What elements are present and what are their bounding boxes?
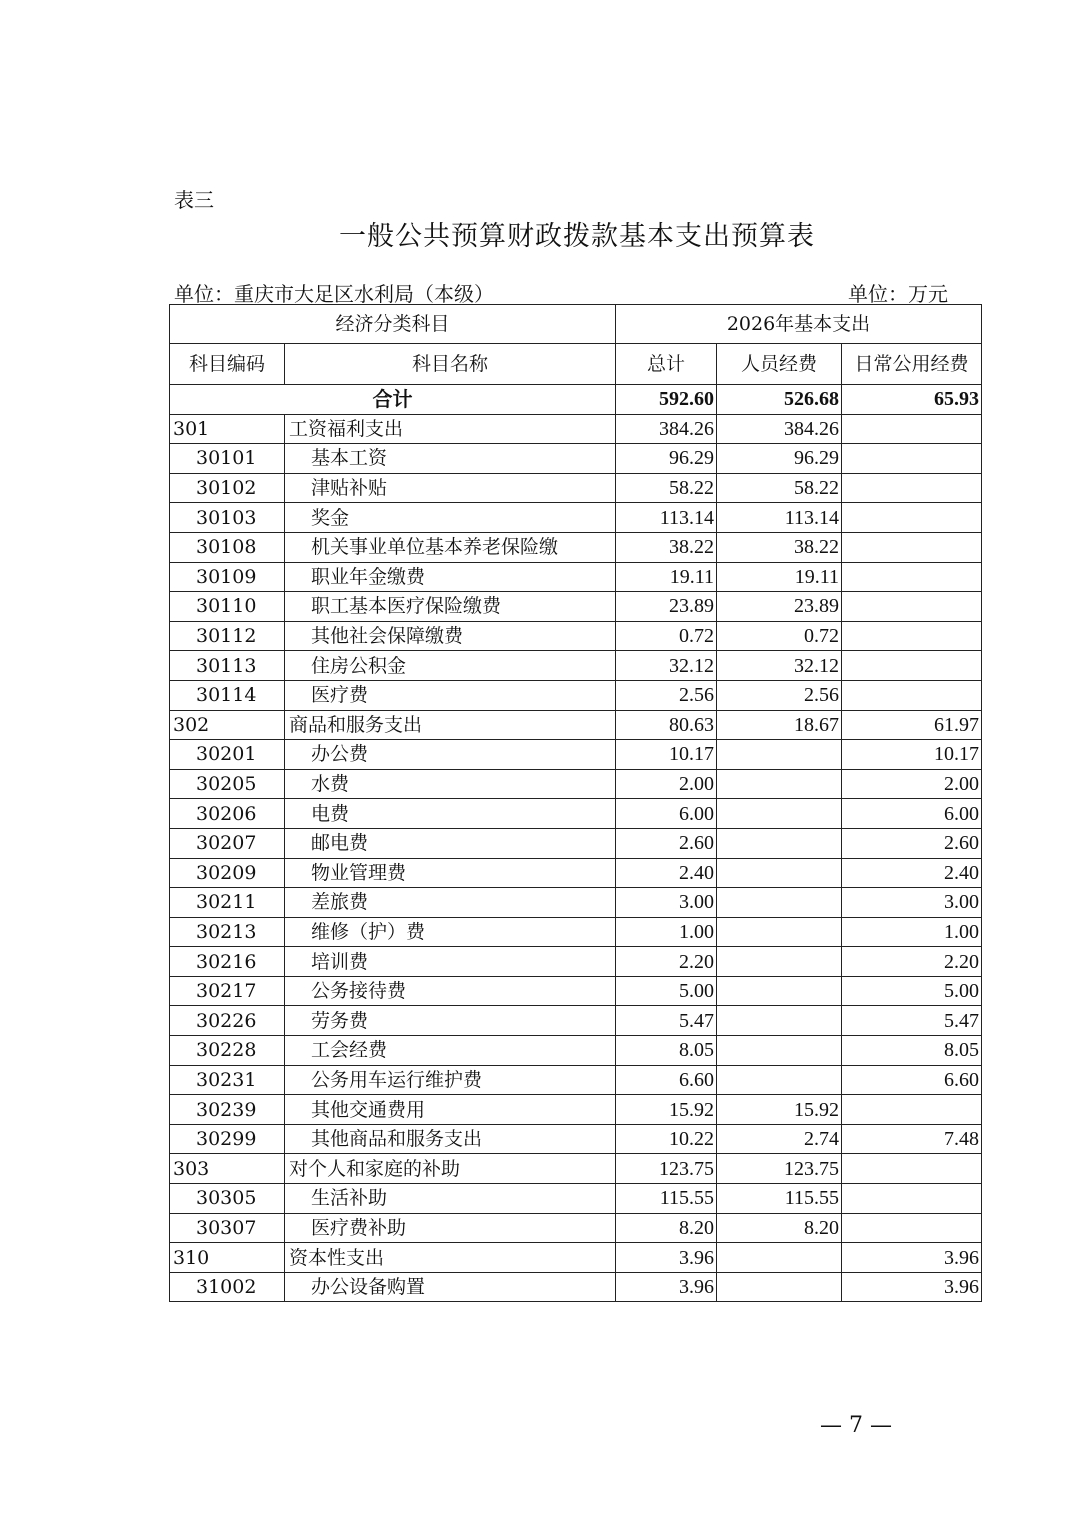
row-name: 基本工资	[285, 444, 616, 474]
row-total: 1.00	[616, 917, 717, 947]
row-code: 30112	[170, 621, 285, 651]
row-daily	[842, 473, 982, 503]
row-daily: 10.17	[842, 740, 982, 770]
table-row	[170, 621, 982, 651]
row-code: 30103	[170, 503, 285, 533]
row-total: 384.26	[616, 414, 717, 444]
row-total: 10.17	[616, 740, 717, 770]
row-total: 123.75	[616, 1154, 717, 1184]
row-personnel	[717, 1006, 842, 1036]
row-personnel	[717, 740, 842, 770]
table-row	[170, 1124, 982, 1154]
header-code: 科目编码	[170, 344, 285, 385]
total-sum: 592.60	[616, 385, 717, 415]
table-row	[170, 1272, 982, 1302]
row-daily: 1.00	[842, 917, 982, 947]
row-daily	[842, 621, 982, 651]
table-row	[170, 1243, 982, 1273]
row-code: 301	[170, 414, 285, 444]
row-name: 公务用车运行维护费	[285, 1065, 616, 1095]
row-name: 津贴补贴	[285, 473, 616, 503]
currency-unit: 单位：万元	[848, 282, 948, 306]
row-name: 公务接待费	[285, 976, 616, 1006]
table-row	[170, 680, 982, 710]
row-total: 10.22	[616, 1124, 717, 1154]
row-code: 30109	[170, 562, 285, 592]
row-personnel: 58.22	[717, 473, 842, 503]
row-total: 96.29	[616, 444, 717, 474]
header-daily: 日常公用经费	[842, 344, 982, 385]
row-daily	[842, 1184, 982, 1214]
row-total: 8.05	[616, 1036, 717, 1066]
row-total: 2.60	[616, 828, 717, 858]
row-code: 30201	[170, 740, 285, 770]
row-name: 对个人和家庭的补助	[285, 1154, 616, 1184]
row-code: 30211	[170, 888, 285, 918]
row-total: 3.00	[616, 888, 717, 918]
table-row	[170, 1006, 982, 1036]
row-name: 维修（护）费	[285, 917, 616, 947]
row-name: 医疗费	[285, 680, 616, 710]
row-personnel	[717, 917, 842, 947]
row-personnel: 96.29	[717, 444, 842, 474]
row-daily: 3.00	[842, 888, 982, 918]
table-row	[170, 740, 982, 770]
row-daily: 3.96	[842, 1243, 982, 1273]
organization-unit: 单位：重庆市大足区水利局（本级）	[174, 282, 494, 306]
table-row	[170, 414, 982, 444]
row-personnel	[717, 1036, 842, 1066]
row-code: 30299	[170, 1124, 285, 1154]
row-total: 2.56	[616, 680, 717, 710]
row-code: 30228	[170, 1036, 285, 1066]
row-total: 2.00	[616, 769, 717, 799]
row-personnel: 38.22	[717, 532, 842, 562]
table-row	[170, 651, 982, 681]
table-row	[170, 1065, 982, 1095]
row-total: 32.12	[616, 651, 717, 681]
total-label: 合计	[170, 385, 616, 415]
row-daily: 2.60	[842, 828, 982, 858]
row-name: 差旅费	[285, 888, 616, 918]
row-code: 30305	[170, 1184, 285, 1214]
table-row	[170, 710, 982, 740]
row-name: 水费	[285, 769, 616, 799]
row-name: 电费	[285, 799, 616, 829]
row-total: 3.96	[616, 1243, 717, 1273]
row-total: 3.96	[616, 1272, 717, 1302]
table-row	[170, 917, 982, 947]
header-economic-classification: 经济分类科目	[170, 305, 616, 344]
page-number: — 7 —	[820, 1413, 892, 1438]
table-row	[170, 799, 982, 829]
row-code: 30205	[170, 769, 285, 799]
row-code: 30231	[170, 1065, 285, 1095]
table-row	[170, 532, 982, 562]
column-header-row	[170, 344, 982, 385]
table-row	[170, 503, 982, 533]
row-total: 6.00	[616, 799, 717, 829]
row-code: 30101	[170, 444, 285, 474]
row-daily	[842, 503, 982, 533]
row-code: 30102	[170, 473, 285, 503]
row-personnel: 115.55	[717, 1184, 842, 1214]
row-total: 5.47	[616, 1006, 717, 1036]
row-daily	[842, 1213, 982, 1243]
row-daily: 7.48	[842, 1124, 982, 1154]
row-name: 奖金	[285, 503, 616, 533]
header-basic-expenditure: 2026年基本支出	[616, 305, 982, 344]
row-personnel: 384.26	[717, 414, 842, 444]
row-name: 机关事业单位基本养老保险缴	[285, 532, 616, 562]
page-title: 一般公共预算财政拨款基本支出预算表	[339, 221, 815, 252]
row-personnel	[717, 769, 842, 799]
row-total: 6.60	[616, 1065, 717, 1095]
row-code: 30110	[170, 592, 285, 622]
table-row	[170, 562, 982, 592]
row-code: 30216	[170, 947, 285, 977]
row-daily	[842, 592, 982, 622]
row-code: 30114	[170, 680, 285, 710]
row-name: 其他交通费用	[285, 1095, 616, 1125]
row-personnel: 113.14	[717, 503, 842, 533]
row-personnel	[717, 1272, 842, 1302]
row-name: 劳务费	[285, 1006, 616, 1036]
row-personnel: 0.72	[717, 621, 842, 651]
row-code: 30207	[170, 828, 285, 858]
table-row	[170, 592, 982, 622]
table-row	[170, 858, 982, 888]
table-label: 表三	[174, 188, 214, 212]
row-name: 工资福利支出	[285, 414, 616, 444]
table-row	[170, 769, 982, 799]
row-daily	[842, 562, 982, 592]
header-personnel: 人员经费	[717, 344, 842, 385]
row-personnel: 123.75	[717, 1154, 842, 1184]
row-code: 31002	[170, 1272, 285, 1302]
row-name: 办公费	[285, 740, 616, 770]
row-name: 工会经费	[285, 1036, 616, 1066]
row-name: 职工基本医疗保险缴费	[285, 592, 616, 622]
row-daily	[842, 1095, 982, 1125]
row-code: 30206	[170, 799, 285, 829]
row-name: 住房公积金	[285, 651, 616, 681]
row-code: 30213	[170, 917, 285, 947]
total-row	[170, 385, 982, 415]
row-code: 303	[170, 1154, 285, 1184]
row-name: 资本性支出	[285, 1243, 616, 1273]
row-total: 15.92	[616, 1095, 717, 1125]
row-name: 医疗费补助	[285, 1213, 616, 1243]
row-code: 30209	[170, 858, 285, 888]
table-row	[170, 1213, 982, 1243]
row-total: 38.22	[616, 532, 717, 562]
row-personnel: 18.67	[717, 710, 842, 740]
row-total: 19.11	[616, 562, 717, 592]
row-name: 培训费	[285, 947, 616, 977]
table-row	[170, 1036, 982, 1066]
row-personnel: 15.92	[717, 1095, 842, 1125]
header-total: 总计	[616, 344, 717, 385]
row-total: 58.22	[616, 473, 717, 503]
row-name: 商品和服务支出	[285, 710, 616, 740]
group-header-row	[170, 305, 982, 344]
table-row	[170, 976, 982, 1006]
row-total: 0.72	[616, 621, 717, 651]
row-daily: 5.00	[842, 976, 982, 1006]
total-daily: 65.93	[842, 385, 982, 415]
row-daily: 2.20	[842, 947, 982, 977]
row-total: 2.20	[616, 947, 717, 977]
row-name: 邮电费	[285, 828, 616, 858]
table-row	[170, 1095, 982, 1125]
row-name: 物业管理费	[285, 858, 616, 888]
row-daily: 3.96	[842, 1272, 982, 1302]
row-personnel: 8.20	[717, 1213, 842, 1243]
row-personnel: 2.74	[717, 1124, 842, 1154]
row-personnel	[717, 888, 842, 918]
row-personnel	[717, 858, 842, 888]
table-row	[170, 947, 982, 977]
row-daily	[842, 414, 982, 444]
row-code: 30217	[170, 976, 285, 1006]
row-daily	[842, 532, 982, 562]
row-personnel	[717, 828, 842, 858]
table-row	[170, 1154, 982, 1184]
table-row	[170, 888, 982, 918]
row-total: 8.20	[616, 1213, 717, 1243]
row-total: 113.14	[616, 503, 717, 533]
row-total: 5.00	[616, 976, 717, 1006]
row-daily	[842, 651, 982, 681]
row-code: 310	[170, 1243, 285, 1273]
total-personnel: 526.68	[717, 385, 842, 415]
table-row	[170, 828, 982, 858]
row-daily	[842, 680, 982, 710]
row-daily: 5.47	[842, 1006, 982, 1036]
row-personnel	[717, 1243, 842, 1273]
row-daily: 2.00	[842, 769, 982, 799]
row-personnel	[717, 976, 842, 1006]
row-daily: 6.00	[842, 799, 982, 829]
row-daily	[842, 444, 982, 474]
row-code: 30108	[170, 532, 285, 562]
table-row	[170, 1184, 982, 1214]
row-code: 30239	[170, 1095, 285, 1125]
row-code: 30113	[170, 651, 285, 681]
row-total: 115.55	[616, 1184, 717, 1214]
row-total: 23.89	[616, 592, 717, 622]
row-daily: 6.60	[842, 1065, 982, 1095]
row-total: 2.40	[616, 858, 717, 888]
row-personnel: 23.89	[717, 592, 842, 622]
row-total: 80.63	[616, 710, 717, 740]
row-daily: 8.05	[842, 1036, 982, 1066]
row-name: 其他社会保障缴费	[285, 621, 616, 651]
table-row	[170, 444, 982, 474]
row-name: 职业年金缴费	[285, 562, 616, 592]
row-name: 其他商品和服务支出	[285, 1124, 616, 1154]
row-personnel	[717, 1065, 842, 1095]
header-name: 科目名称	[285, 344, 616, 385]
row-personnel: 32.12	[717, 651, 842, 681]
row-personnel: 19.11	[717, 562, 842, 592]
row-personnel	[717, 947, 842, 977]
row-daily	[842, 1154, 982, 1184]
row-code: 30226	[170, 1006, 285, 1036]
row-personnel	[717, 799, 842, 829]
row-daily: 2.40	[842, 858, 982, 888]
row-code: 302	[170, 710, 285, 740]
table-row	[170, 473, 982, 503]
row-daily: 61.97	[842, 710, 982, 740]
budget-table	[169, 304, 982, 1302]
row-name: 生活补助	[285, 1184, 616, 1214]
row-name: 办公设备购置	[285, 1272, 616, 1302]
row-personnel: 2.56	[717, 680, 842, 710]
row-code: 30307	[170, 1213, 285, 1243]
